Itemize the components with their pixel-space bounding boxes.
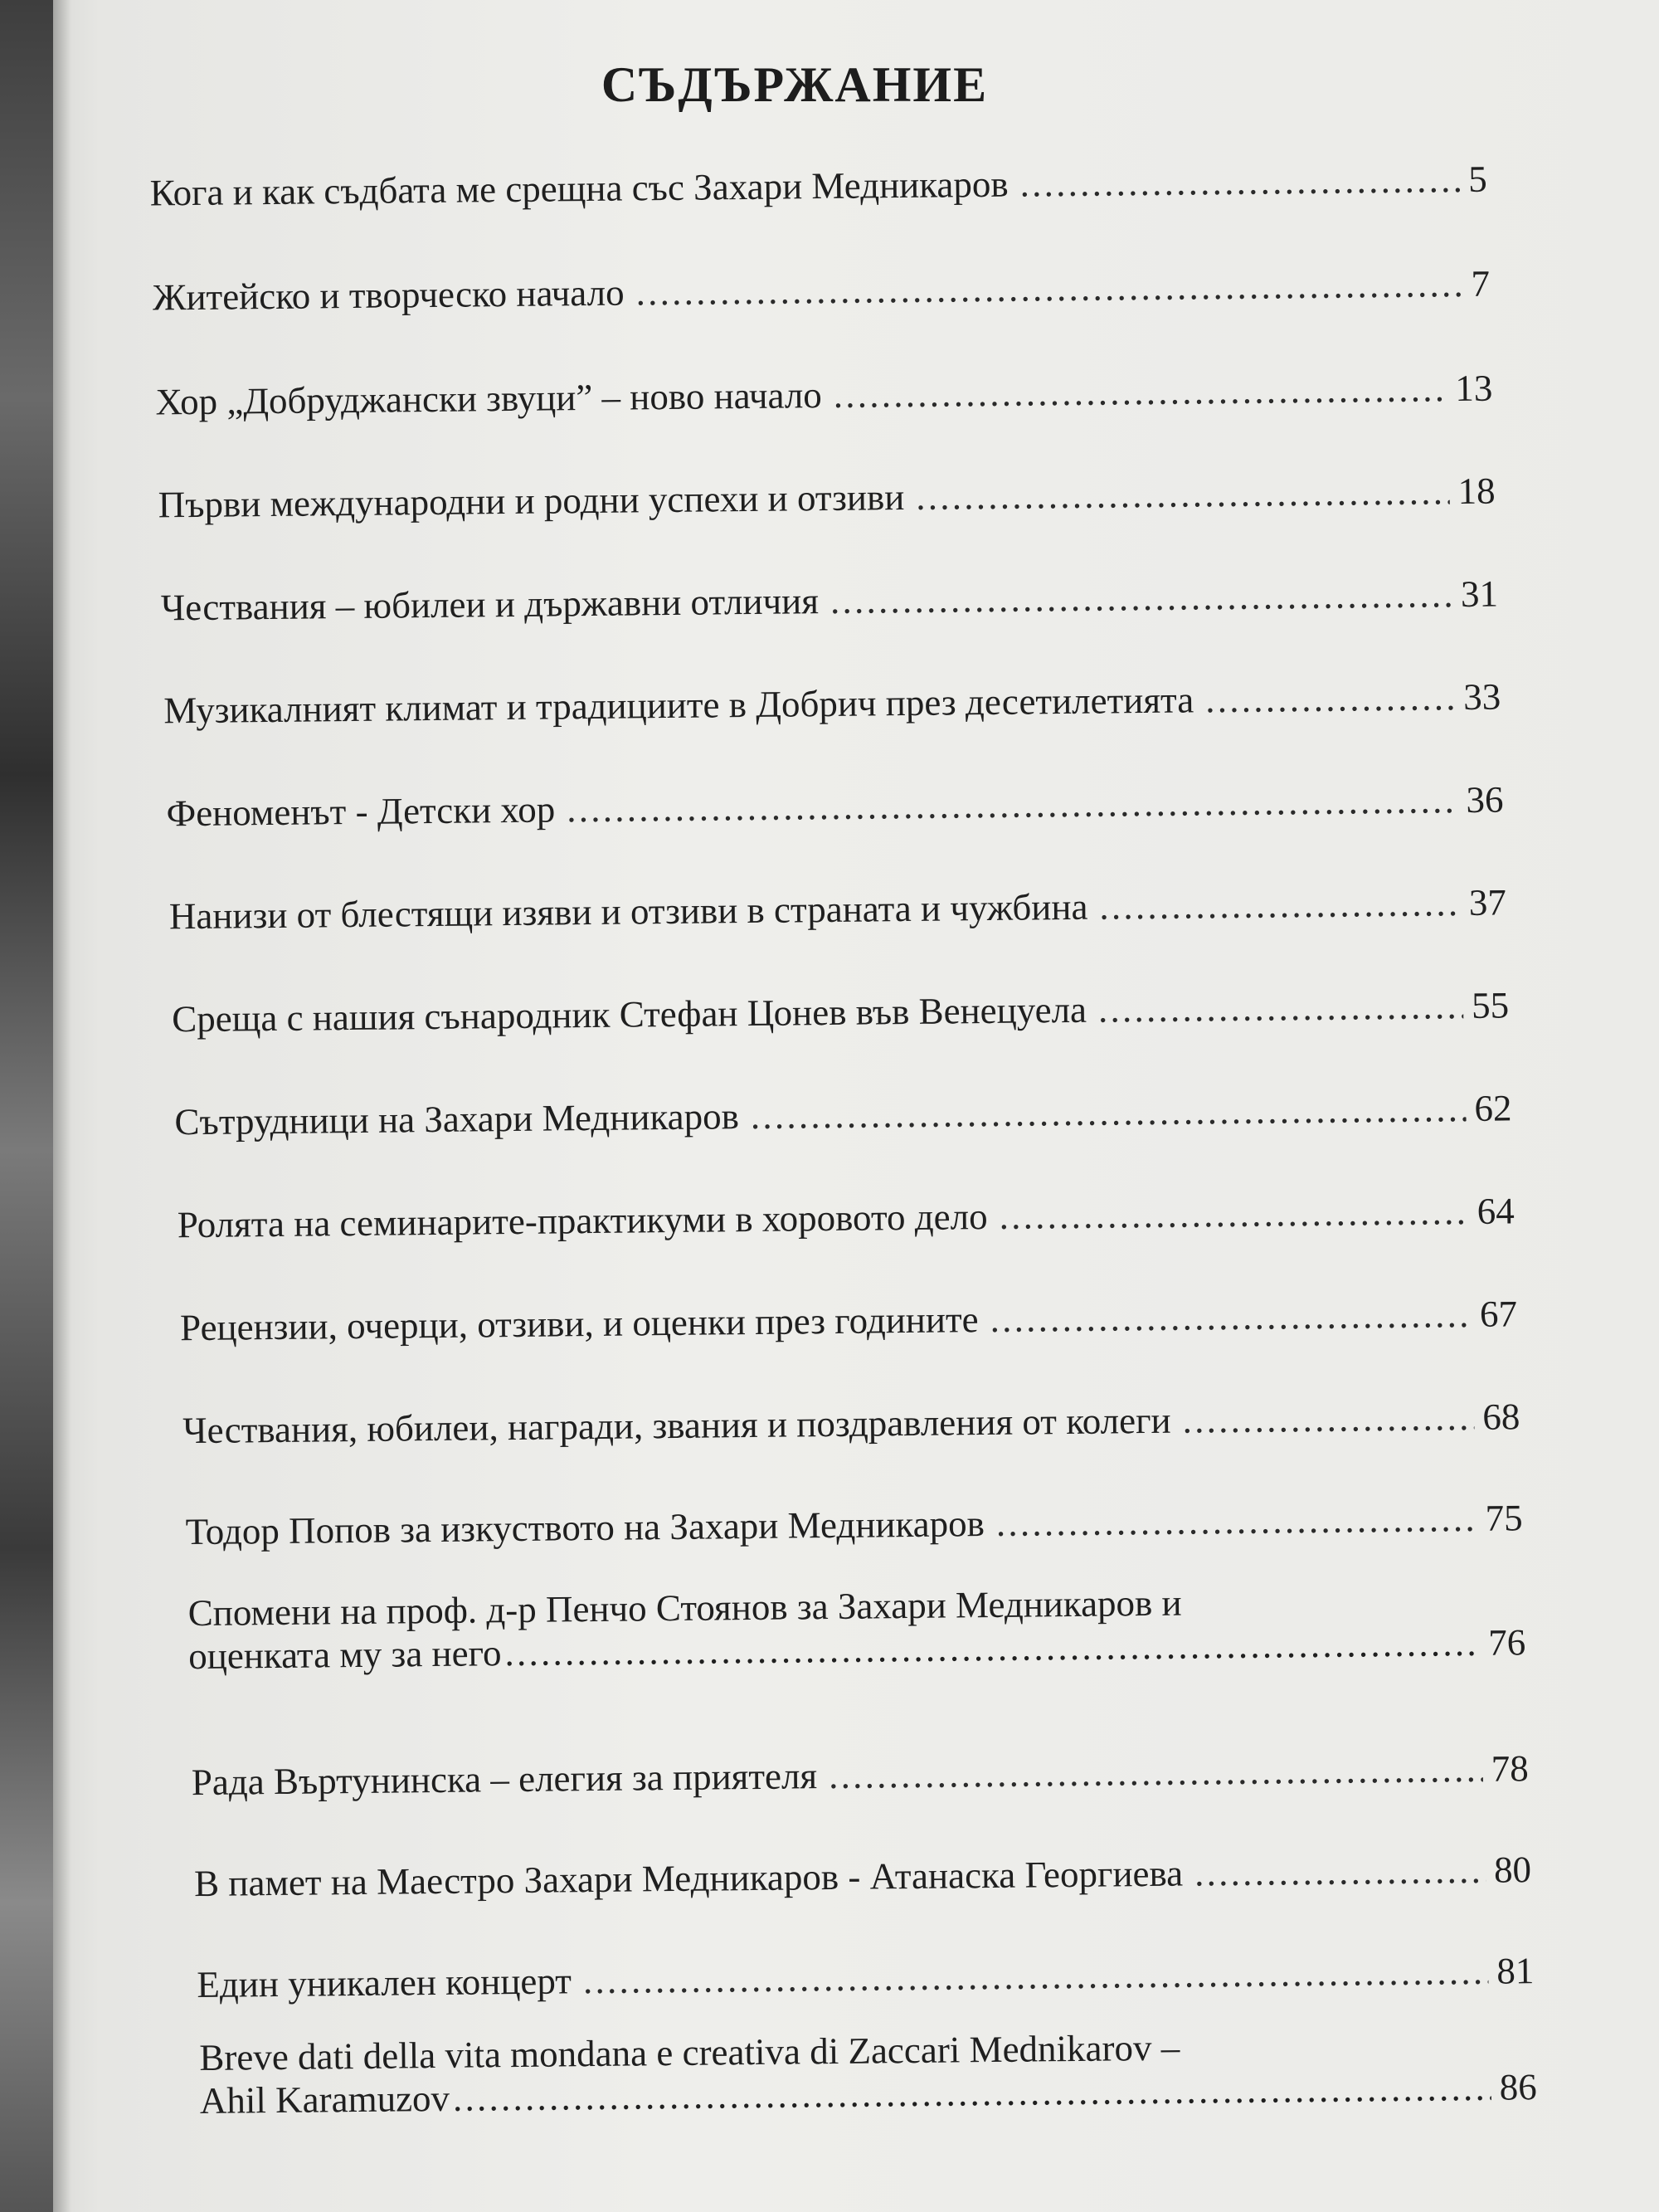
toc-entry-page: 7 bbox=[1471, 262, 1491, 305]
toc-entry-page: 55 bbox=[1471, 984, 1510, 1026]
toc-entry bbox=[185, 1496, 1522, 1553]
dot-leader bbox=[990, 1293, 1472, 1341]
dot-leader bbox=[1098, 984, 1464, 1031]
toc-entry-page: 81 bbox=[1496, 1950, 1535, 1992]
toc-entry-title: Среща с нашия сънародник Стефан Цонев във Венецуела bbox=[171, 988, 1087, 1040]
dot-leader bbox=[1194, 1849, 1486, 1895]
dot-leader bbox=[833, 367, 1447, 417]
toc-entry-title-line2: оценката му за него bbox=[187, 1632, 502, 1678]
toc-entry bbox=[150, 158, 1487, 215]
toc-entry bbox=[172, 983, 1509, 1040]
toc-entry bbox=[187, 1577, 1525, 1678]
dot-leader bbox=[999, 1190, 1469, 1238]
dot-leader bbox=[1205, 675, 1456, 721]
toc-entry-page: 67 bbox=[1479, 1293, 1518, 1335]
toc-entry-title: Тодор Попов за изкуството на Захари Медникаров bbox=[185, 1503, 985, 1553]
dot-leader bbox=[829, 1747, 1483, 1797]
toc-entry-page: 86 bbox=[1499, 2066, 1538, 2108]
toc-entry-title-line2: Ahil Karamuzov bbox=[199, 2077, 450, 2122]
toc-entry-title: Феноменът - Детски хор bbox=[166, 788, 556, 835]
toc-entry-title: Рецензии, очерци, отзиви, и оценки през годините bbox=[179, 1298, 979, 1349]
toc-entry bbox=[197, 1949, 1534, 2006]
toc-entry bbox=[199, 2022, 1537, 2122]
toc-entry-title-line1: Breve dati della vita mondana e creativa di Zaccari Mednikarov – bbox=[199, 2026, 1180, 2079]
toc-entry-page: 31 bbox=[1460, 572, 1499, 615]
dot-leader bbox=[751, 1087, 1467, 1138]
toc-entry-page: 5 bbox=[1467, 158, 1487, 200]
toc-entry-title-line1: Спомени на проф. д-р Пенчо Стоянов за Захари Медникаров и bbox=[187, 1581, 1182, 1635]
contents-heading: СЪДЪРЖАНИЕ bbox=[601, 57, 989, 112]
dot-leader bbox=[1182, 1396, 1474, 1442]
toc-entry-page: 68 bbox=[1482, 1396, 1520, 1438]
toc-entry-title: Кога и как съдбата ме срещна със Захари Медникаров bbox=[149, 163, 1009, 214]
toc-entry bbox=[166, 777, 1503, 835]
dot-leader bbox=[916, 470, 1450, 519]
toc-entry-title: Сътрудници на Захари Медникаров bbox=[174, 1095, 740, 1143]
dot-leader bbox=[830, 572, 1453, 622]
dot-leader bbox=[504, 1621, 1480, 1674]
toc-entry-title: В памет на Маестро Захари Медникаров - Атанаска Георгиева bbox=[193, 1852, 1184, 1905]
toc-entry-title: Нанизи от блестящи изяви и отзиви в страната и чужбина bbox=[168, 885, 1088, 938]
toc-entry bbox=[194, 1848, 1531, 1905]
toc-entry bbox=[161, 572, 1498, 630]
dot-leader bbox=[635, 262, 1463, 314]
toc-entry bbox=[153, 262, 1490, 319]
toc-entry-page: 62 bbox=[1474, 1087, 1512, 1129]
toc-entry bbox=[174, 1086, 1511, 1143]
toc-entry bbox=[155, 367, 1492, 424]
dot-leader bbox=[567, 778, 1458, 831]
toc-entry bbox=[163, 675, 1501, 733]
toc-entry-page: 76 bbox=[1487, 1621, 1526, 1664]
toc-entry-title: Ролята на семинарите-практикуми в хоровото дело bbox=[177, 1196, 988, 1246]
toc-entry-page: 78 bbox=[1491, 1747, 1530, 1790]
toc-entry-title: Музикалният климат и традициите в Добрич през десетилетията bbox=[163, 679, 1194, 732]
toc-entry bbox=[182, 1395, 1520, 1452]
toc-entry-title: Житейско и творческо начало bbox=[152, 271, 625, 319]
toc-entry-page: 80 bbox=[1493, 1849, 1532, 1891]
toc-entry bbox=[180, 1292, 1517, 1349]
toc-entry bbox=[192, 1747, 1529, 1804]
toc-entry-title: Първи международни и родни успехи и отзиви bbox=[158, 476, 905, 526]
toc-entry-title: Чествания – юбилеи и държавни отличия bbox=[160, 580, 820, 629]
toc-entry-title: Чествания, юбилеи, награди, звания и поздравления от колеги bbox=[182, 1399, 1171, 1452]
toc-entry-page: 64 bbox=[1477, 1190, 1515, 1232]
toc-entry-title: Хор „Добруджански звуци” – ново начало bbox=[155, 374, 823, 423]
dot-leader bbox=[1099, 881, 1461, 928]
toc-entry-page: 33 bbox=[1462, 675, 1501, 718]
dot-leader bbox=[583, 1950, 1489, 2002]
toc-entry bbox=[158, 470, 1495, 527]
toc-entry-page: 18 bbox=[1457, 470, 1496, 513]
toc-entry-page: 13 bbox=[1455, 367, 1493, 410]
toc-entry bbox=[169, 880, 1506, 938]
toc-entry-page: 36 bbox=[1466, 778, 1504, 821]
toc-entry-page: 37 bbox=[1468, 881, 1507, 923]
toc-entry-page: 75 bbox=[1485, 1497, 1523, 1539]
dot-leader bbox=[996, 1497, 1477, 1545]
dot-leader bbox=[1019, 158, 1460, 206]
toc-entry-title: Рада Въртунинска – елегия за приятеля bbox=[191, 1755, 818, 1804]
toc-entry-title: Един уникален концерт bbox=[197, 1960, 572, 2006]
toc-entry bbox=[178, 1189, 1515, 1246]
